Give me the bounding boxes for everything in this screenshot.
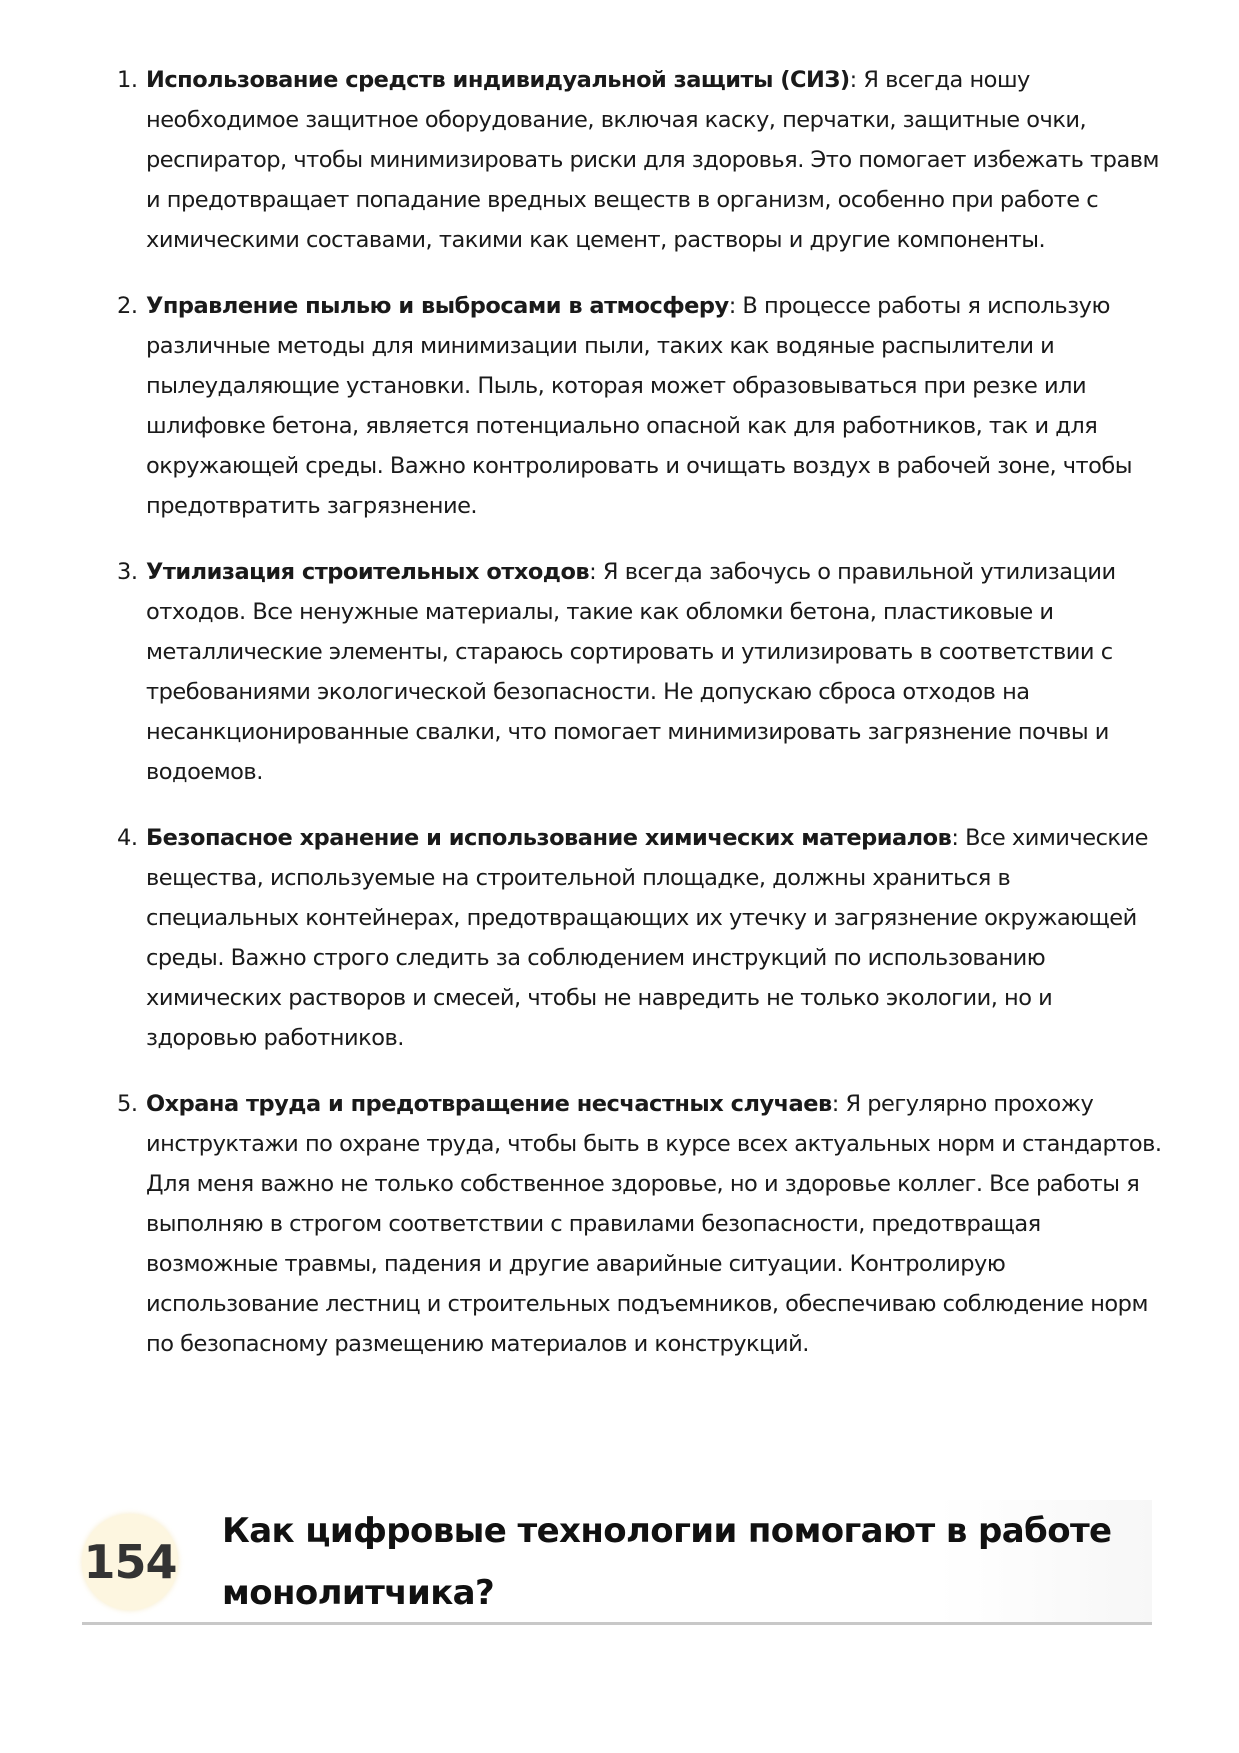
- list-item-title: Использование средств индивидуальной защиты (СИЗ): [146, 67, 850, 93]
- list-item-number: 5.: [117, 1091, 138, 1117]
- list-item-text: : Я всегда забочусь о правильной утилизации отходов. Все ненужные материалы, такие как обломки бетона, пластиковые и металлические элементы, стараюсь сортировать и утилизировать в соответствии с требованиями экологической безопасности. Не допускаю сброса отходов на несанкционированные свалки, что помогает минимизировать загрязнение почвы и водоемов.: [146, 559, 1116, 785]
- list-item: [115, 552, 1165, 792]
- list-item-text: : В процессе работы я использую различные методы для минимизации пыли, таких как водяные распылители и пылеудаляющие установки. Пыль, которая может образовываться при резке или шлифовке бетона, является потенциально опасной как для работников, так и для окружающей среды. Важно контролировать и очищать воздух в рабочей зоне, чтобы предотвратить загрязнение.: [146, 293, 1133, 519]
- section-number-badge: 154: [82, 1514, 178, 1610]
- list-item-number: 2.: [117, 293, 138, 319]
- list-item-title: Управление пылью и выбросами в атмосферу: [146, 293, 729, 319]
- safety-practices-list: [115, 60, 1165, 1390]
- section-title: Как цифровые технологии помогают в работе монолитчика?: [222, 1511, 1112, 1613]
- list-item-title: Утилизация строительных отходов: [146, 559, 590, 585]
- section-header: [82, 1500, 1152, 1625]
- list-item: [115, 818, 1165, 1058]
- list-item-text: : Все химические вещества, используемые на строительной площадке, должны храниться в специальных контейнерах, предотвращающих их утечку и загрязнение окружающей среды. Важно строго следить за соблюдением инструкций по использованию химических растворов и смесей, чтобы не навредить не только экологии, но и здоровью работников.: [146, 825, 1148, 1051]
- list-item: [115, 286, 1165, 526]
- list-item-text: : Я всегда ношу необходимое защитное оборудование, включая каску, перчатки, защитные очки, респиратор, чтобы минимизировать риски для здоровья. Это помогает избежать травм и предотвращает попадание вредных веществ в организм, особенно при работе с химическими составами, такими как цемент, растворы и другие компоненты.: [146, 67, 1159, 253]
- list-item: [115, 60, 1165, 260]
- list-item-number: 4.: [117, 825, 138, 851]
- list-item-text: : Я регулярно прохожу инструктажи по охране труда, чтобы быть в курсе всех актуальных норм и стандартов. Для меня важно не только собственное здоровье, но и здоровье коллег. Все работы я выполняю в строгом соответствии с правилами безопасности, предотвращая возможные травмы, падения и другие аварийные ситуации. Контролирую использование лестниц и строительных подъемников, обеспечиваю соблюдение норм по безопасному размещению материалов и конструкций.: [146, 1091, 1162, 1357]
- list-item-title: Безопасное хранение и использование химических материалов: [146, 825, 952, 851]
- list-item-number: 1.: [117, 67, 138, 93]
- list-item-number: 3.: [117, 559, 138, 585]
- list-item: [115, 1084, 1165, 1364]
- list-item-title: Охрана труда и предотвращение несчастных случаев: [146, 1091, 832, 1117]
